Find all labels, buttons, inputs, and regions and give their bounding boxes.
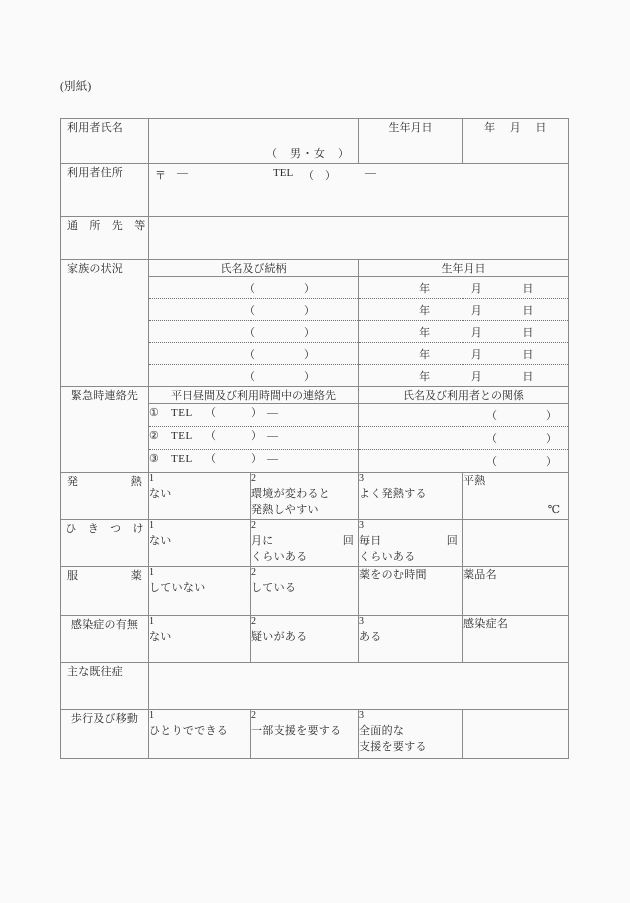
mobility-extra-field[interactable] — [463, 710, 569, 759]
medication-time-field[interactable] — [359, 567, 463, 616]
option-number: 2 — [251, 520, 256, 531]
month-label: 月 — [509, 122, 522, 134]
tel-area-paren: （ ） — [205, 407, 263, 419]
fever-option-2[interactable] — [251, 473, 359, 520]
label-mobility — [61, 710, 149, 759]
family-dob-field[interactable] — [359, 365, 569, 387]
family-relation-paren[interactable]: （ ） — [244, 283, 316, 295]
emergency-relation-field-2[interactable] — [359, 427, 569, 450]
table-row-user-address — [61, 164, 569, 217]
option-number: 3 — [359, 520, 364, 531]
option-number: 3 — [359, 710, 364, 721]
label-infection — [61, 616, 149, 663]
day-label: 日 — [535, 122, 547, 134]
infection-name-label: 感染症名 — [463, 618, 509, 630]
family-dob-field[interactable] — [359, 277, 569, 299]
family-date-placeholder — [359, 365, 568, 384]
table-row-seizure — [61, 520, 569, 567]
day-label: 日 — [522, 349, 534, 361]
label-mobility-text: 歩行及び移動 — [70, 713, 139, 725]
tel-label: TEL — [171, 407, 193, 419]
label-user-dob: 生年月日 — [359, 119, 463, 164]
option-text-line1: 全面的な — [359, 724, 405, 737]
month-label: 月 — [470, 327, 483, 339]
field-user-address[interactable] — [149, 164, 569, 217]
tel-dash: — — [365, 167, 376, 179]
family-name-field[interactable] — [149, 277, 359, 299]
label-medical-history-text: 主な既往症 — [67, 666, 123, 678]
family-dob-field[interactable] — [359, 321, 569, 343]
label-user-address — [61, 164, 149, 217]
table-row-medical-history — [61, 663, 569, 710]
family-col-header-dob: 生年月日 — [359, 260, 569, 277]
option-text: していない — [149, 581, 206, 594]
field-medical-history[interactable] — [149, 663, 569, 710]
option-text-line1: 月に 回 — [251, 534, 354, 547]
emergency-tel-field-2[interactable] — [149, 427, 359, 450]
emergency-relation-field-1[interactable] — [359, 404, 569, 427]
option-text: ない — [149, 534, 172, 547]
table-row-infection — [61, 616, 569, 663]
family-relation-paren[interactable]: （ ） — [244, 305, 316, 317]
table-row-medication — [61, 567, 569, 616]
tel-area-paren: （ ） — [303, 170, 336, 182]
option-text: ない — [149, 487, 172, 500]
option-number: 2 — [251, 710, 256, 721]
postal-dash: — — [177, 167, 188, 179]
month-label: 月 — [470, 349, 483, 361]
family-name-field[interactable] — [149, 343, 359, 365]
medication-name-field[interactable] — [463, 567, 569, 616]
label-medication-text: 服 薬 — [67, 570, 142, 582]
seizure-option-1[interactable] — [149, 520, 251, 567]
option-text-line1: 毎日 回 — [359, 534, 458, 547]
tel-label: TEL — [171, 453, 193, 465]
label-user-name-text: 利用者氏名 — [67, 122, 123, 134]
option-number: 1 — [149, 567, 154, 578]
table-row-family-header — [61, 260, 569, 277]
tel-dash: — — [267, 407, 279, 419]
field-user-dob[interactable] — [463, 119, 569, 164]
option-number: 3 — [359, 473, 364, 484]
day-label: 日 — [522, 327, 534, 339]
option-text: 疑いがある — [251, 630, 308, 643]
option-number: 2 — [251, 567, 256, 578]
tel-area-paren: （ ） — [205, 453, 263, 465]
date-placeholder-user — [463, 119, 568, 135]
medication-option-1[interactable] — [149, 567, 251, 616]
label-user-name — [61, 119, 149, 164]
infection-option-1[interactable] — [149, 616, 251, 663]
option-text: している — [251, 581, 297, 594]
fever-option-1[interactable] — [149, 473, 251, 520]
field-user-name[interactable] — [149, 119, 359, 164]
label-medical-history — [61, 663, 149, 710]
option-text-line2: くらいある — [251, 551, 308, 563]
family-date-placeholder — [359, 299, 568, 318]
seizure-extra-field[interactable] — [463, 520, 569, 567]
family-date-placeholder — [359, 277, 568, 296]
option-number: 1 — [149, 473, 154, 484]
year-label: 年 — [484, 122, 496, 134]
year-label: 年 — [419, 371, 431, 383]
label-emergency-contact-text: 緊急時連絡先 — [70, 390, 139, 402]
label-family-status — [61, 260, 149, 387]
family-name-field[interactable] — [149, 299, 359, 321]
label-fever-text: 発 熱 — [67, 476, 142, 488]
fever-normal-temperature-field[interactable] — [463, 473, 569, 520]
celsius-unit: ℃ — [547, 504, 560, 516]
option-number: 1 — [149, 520, 154, 531]
family-name-field[interactable] — [149, 321, 359, 343]
option-text-line1: 環境が変わると — [251, 487, 331, 500]
day-label: 日 — [522, 283, 534, 295]
label-emergency-contact — [61, 387, 149, 473]
option-number: 1 — [149, 616, 154, 627]
option-number: 3 — [359, 616, 364, 627]
table-row-emergency-header — [61, 387, 569, 404]
option-text: ない — [149, 630, 172, 643]
year-label: 年 — [419, 305, 431, 317]
mobility-option-2[interactable] — [251, 710, 359, 759]
month-label: 月 — [470, 283, 483, 295]
table-row-user-name — [61, 119, 569, 164]
label-user-address-text: 利用者住所 — [67, 167, 123, 179]
label-seizure-text: ひ き つ け — [65, 523, 144, 535]
mobility-option-3[interactable] — [359, 710, 463, 759]
month-label: 月 — [470, 371, 483, 383]
label-seizure — [61, 520, 149, 567]
label-facility — [61, 217, 149, 260]
emergency-relation-field-3[interactable] — [359, 450, 569, 473]
medication-option-2[interactable] — [251, 567, 359, 616]
family-date-placeholder — [359, 321, 568, 340]
option-text: よく発熱する — [359, 487, 427, 500]
label-fever — [61, 473, 149, 520]
mobility-option-1[interactable] — [149, 710, 251, 759]
tel-label: TEL — [273, 167, 294, 179]
option-text: ひとりでできる — [149, 724, 229, 737]
day-label: 日 — [522, 371, 534, 383]
option-text-line2: くらいある — [359, 551, 416, 563]
emergency-relation-paren: （ ） — [486, 410, 558, 422]
option-text: ある — [359, 630, 382, 643]
family-name-field[interactable] — [149, 365, 359, 387]
seizure-option-2[interactable] — [251, 520, 359, 567]
tel-area-paren: （ ） — [205, 430, 263, 442]
table-row-facility — [61, 217, 569, 260]
family-relation-paren[interactable]: （ ） — [244, 371, 316, 383]
intake-form-table — [60, 118, 569, 759]
family-relation-paren[interactable]: （ ） — [244, 349, 316, 361]
year-label: 年 — [419, 327, 431, 339]
table-row-fever — [61, 473, 569, 520]
tel-label: TEL — [171, 430, 193, 442]
emergency-index-1: ① — [149, 407, 160, 419]
emergency-tel-field-3[interactable] — [149, 450, 359, 473]
year-label: 年 — [419, 283, 431, 295]
tel-dash: — — [267, 430, 279, 442]
label-family-status-text: 家族の状況 — [67, 263, 123, 275]
emergency-index-2: ② — [149, 430, 160, 442]
table-row-mobility — [61, 710, 569, 759]
emergency-tel-field-1[interactable] — [149, 404, 359, 427]
field-facility[interactable] — [149, 217, 569, 260]
gender-options[interactable]: （ 男・女 ） — [266, 148, 350, 160]
label-medication — [61, 567, 149, 616]
month-label: 月 — [470, 305, 483, 317]
family-relation-paren[interactable]: （ ） — [244, 327, 316, 339]
medication-name-label: 薬品名 — [463, 569, 497, 581]
option-number: 2 — [251, 473, 256, 484]
option-text: 一部支援を要する — [251, 724, 342, 737]
tel-dash: — — [267, 453, 279, 465]
label-infection-text: 感染症の有無 — [70, 619, 139, 631]
document-note: (別紙) — [60, 81, 92, 93]
emergency-relation-paren: （ ） — [486, 456, 558, 468]
address-placeholder-line — [149, 164, 568, 183]
emergency-col-header-relation: 氏名及び利用者との関係 — [359, 387, 569, 404]
family-dob-field[interactable] — [359, 343, 569, 365]
label-facility-text: 通 所 先 等 — [67, 220, 146, 232]
infection-name-field[interactable] — [463, 616, 569, 663]
option-number: 2 — [251, 616, 256, 627]
medication-time-label: 薬をのむ時間 — [359, 569, 427, 581]
family-col-header-name: 氏名及び続柄 — [149, 260, 359, 277]
option-number: 1 — [149, 710, 154, 721]
normal-temperature-label: 平熱 — [463, 475, 486, 487]
day-label: 日 — [522, 305, 534, 317]
infection-option-3[interactable] — [359, 616, 463, 663]
emergency-index-3: ③ — [149, 453, 160, 465]
infection-option-2[interactable] — [251, 616, 359, 663]
option-text-line2: 発熱しやすい — [251, 504, 319, 516]
fever-option-3[interactable] — [359, 473, 463, 520]
emergency-col-header-contact: 平日昼間及び利用時間中の連絡先 — [149, 387, 359, 404]
year-label: 年 — [419, 349, 431, 361]
option-text-line2: 支援を要する — [359, 741, 427, 753]
emergency-relation-paren: （ ） — [486, 433, 558, 445]
postal-mark-icon: 〒 — [155, 170, 166, 182]
family-date-placeholder — [359, 343, 568, 362]
family-dob-field[interactable] — [359, 299, 569, 321]
seizure-option-3[interactable] — [359, 520, 463, 567]
